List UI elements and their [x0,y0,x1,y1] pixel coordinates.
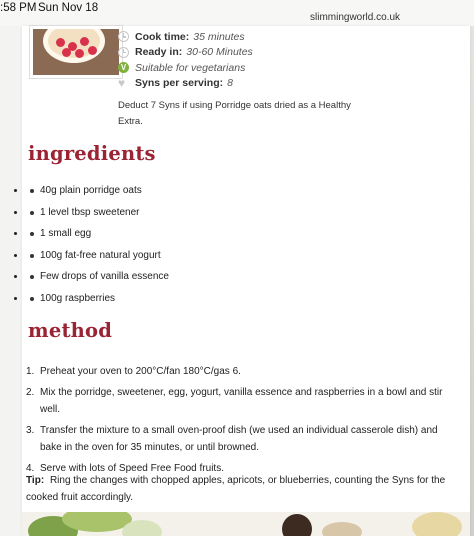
cook-time-row [118,29,253,45]
ready-in-row [118,45,253,61]
baked-oats-dish [43,26,105,63]
step-number: 2. [26,387,35,398]
method-step [26,422,462,456]
step-text: Transfer the mixture to a small oven-proof dish (we used an individual casserole dish) and bake in the oven for 35 minutes, or until browned. [40,425,438,453]
syns-row [118,76,253,92]
method-step [26,384,462,418]
cook-time-value: 35 minutes [193,30,245,43]
ingredients-heading: ingredients [28,142,156,165]
ingredients-list [26,184,446,314]
vegetarian-text: Suitable for vegetarians [135,61,246,74]
ingredient-item: • 1 small egg [26,227,446,249]
step-number: 3. [26,425,35,436]
method-step [26,363,462,380]
method-heading: method [28,319,113,342]
raspberry [62,48,71,57]
tip-label: Tip: [26,475,45,486]
cook-time-label: Cook time: [135,30,190,43]
status-time: :58 PM [0,2,37,14]
step-text: Preheat your oven to 200°C/fan 180°C/gas 6. [40,366,241,377]
oat-shape [412,512,462,536]
tip-paragraph [26,472,462,506]
step-text: Serve with lots of Speed Free Food fruits. [40,463,224,474]
url-label[interactable]: slimmingworld.co.uk [310,12,401,23]
raspberry [75,49,84,58]
food-photo[interactable] [22,512,470,536]
ingredient-item: • 1 level tbsp sweetener [26,206,446,228]
recipe-card [22,26,470,536]
method-list [26,363,462,481]
ingredient-item: • 100g fat-free natural yogurt [26,249,446,271]
status-date: Sun Nov 18 [38,2,99,14]
ready-in-value: 30-60 Minutes [186,46,253,59]
ingredient-item: • 100g raspberries [26,292,446,314]
heart-icon: ♥ [118,75,126,90]
clock-icon [118,31,129,42]
leaf-shape [122,520,162,536]
tip-text: Ring the changes with chopped apples, apricots, or blueberries, counting the Syns for the cooked fruit accordingly. [26,475,446,503]
raspberry [56,38,65,47]
vegetarian-icon: V [118,62,129,73]
step-number: 1. [26,366,35,377]
syns-label: Syns per serving: [135,77,224,90]
syns-note: Deduct 7 Syns if using Porridge oats dried as a Healthy Extra. [118,100,351,127]
recipe-photo[interactable] [30,26,122,78]
clock-icon [118,47,129,58]
oat-shape [322,522,362,536]
raspberry [80,37,89,46]
background-strip [470,26,474,536]
vegetarian-row [118,60,253,76]
ingredient-item: • Few drops of vanilla essence [26,270,446,292]
raspberry [88,46,97,55]
recipe-meta [118,29,253,91]
ingredient-item: • 40g plain porridge oats [26,184,446,206]
step-text: Mix the porridge, sweetener, egg, yogurt, vanilla essence and raspberries in a bowl and stir well. [40,387,443,415]
vanilla-pod-shape [282,514,312,536]
step-number: 4. [26,463,35,474]
status-bar [0,0,474,26]
ready-in-label: Ready in: [135,46,183,59]
syns-value: 8 [227,77,233,90]
